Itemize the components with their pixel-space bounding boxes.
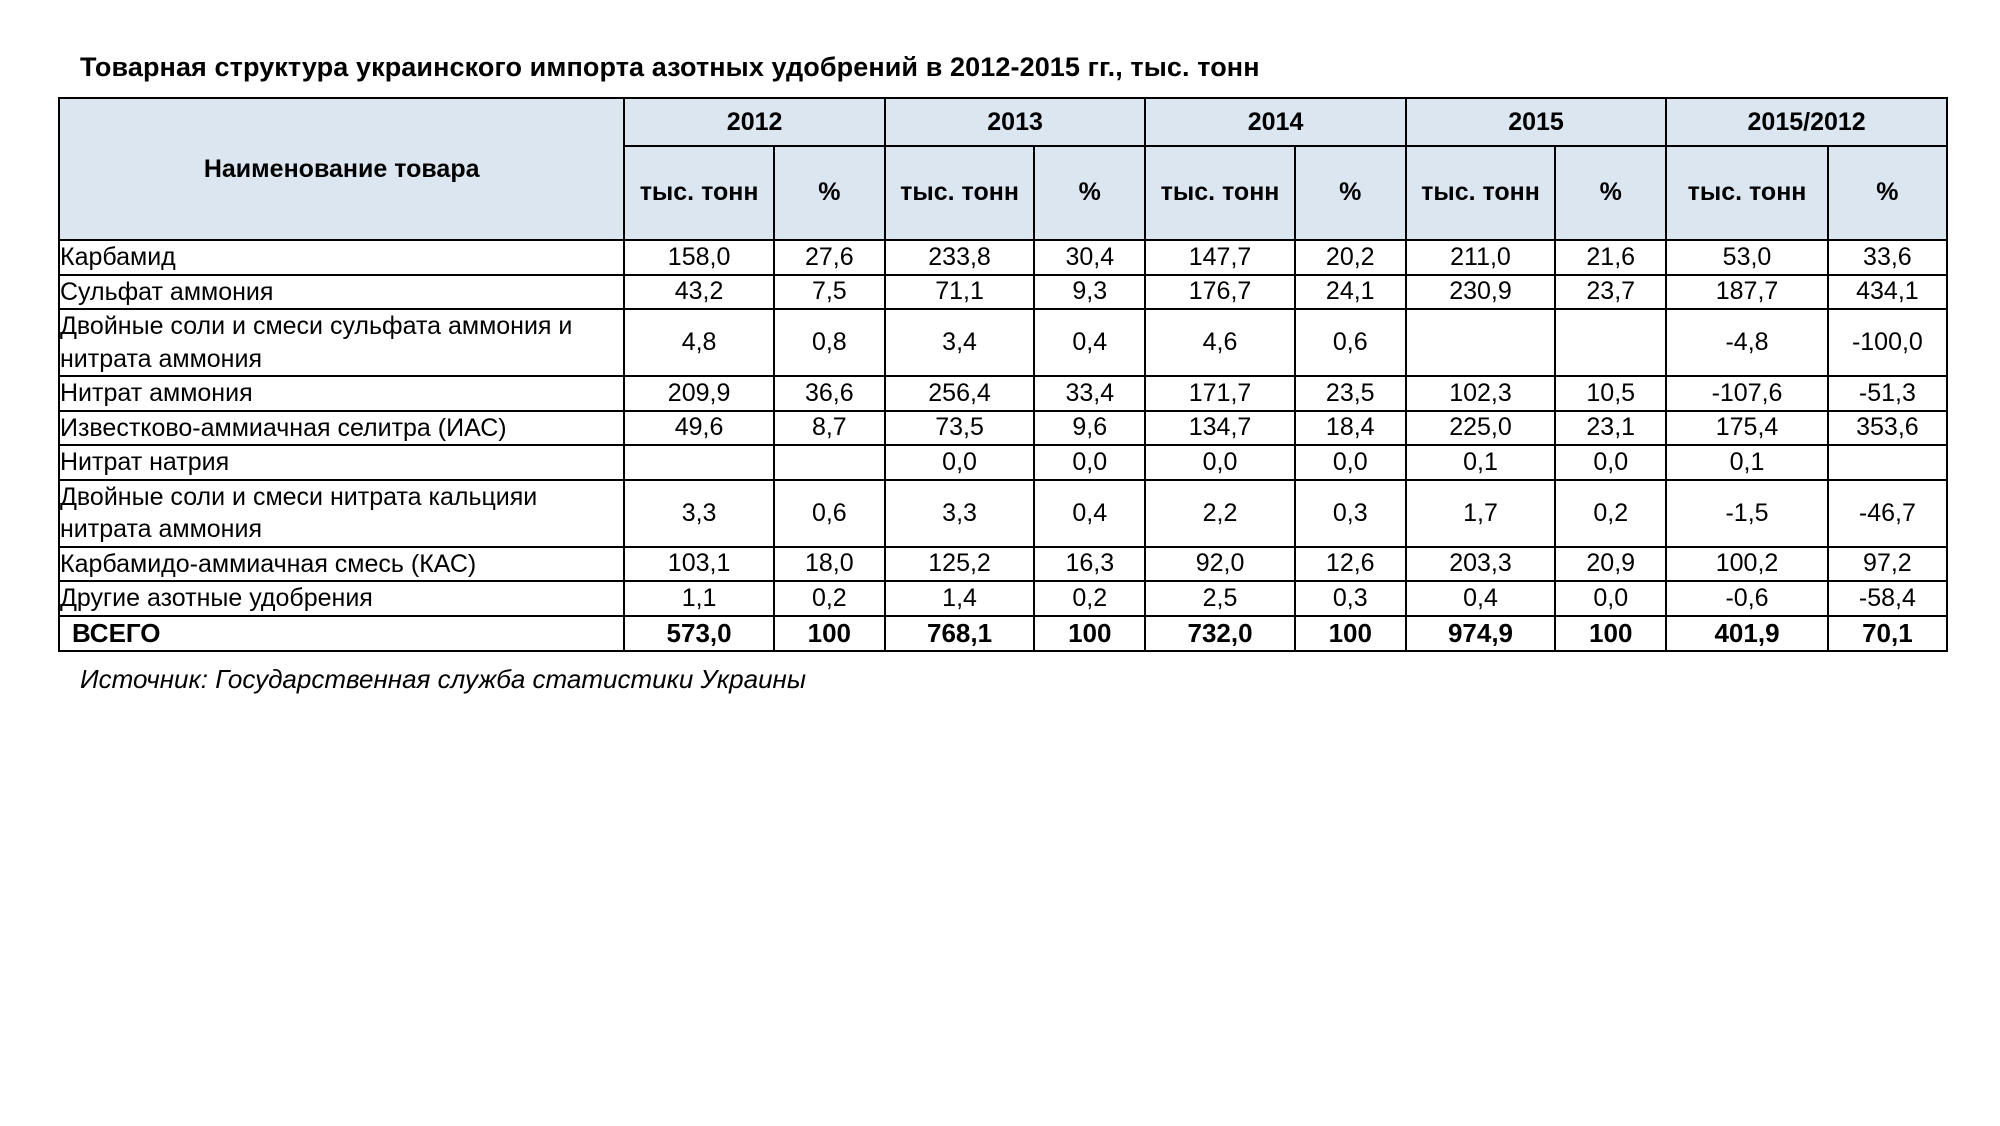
cell-value: 20,2	[1295, 240, 1406, 275]
source-label: Источник	[80, 664, 201, 695]
cell-value: 9,3	[1034, 275, 1145, 310]
cell-value: 92,0	[1145, 547, 1294, 582]
cell-value: 21,6	[1555, 240, 1666, 275]
table-row	[59, 376, 1947, 411]
cell-value: 36,6	[774, 376, 885, 411]
cell-value: 4,6	[1145, 309, 1294, 376]
cell-value: 175,4	[1666, 411, 1828, 446]
cell-value: 0,1	[1666, 445, 1828, 480]
cell-value: 0,4	[1034, 309, 1145, 376]
column-header-product-name: Наименование товара	[59, 98, 624, 240]
row-label: Карбамид	[59, 240, 624, 275]
subheader-2013-percent: %	[1034, 146, 1145, 240]
cell-value: 0,2	[774, 581, 885, 616]
cell-value: -4,8	[1666, 309, 1828, 376]
cell-value: 18,0	[774, 547, 885, 582]
cell-value: 3,4	[885, 309, 1034, 376]
cell-value: 125,2	[885, 547, 1034, 582]
cell-value: 0,4	[1406, 581, 1555, 616]
column-header-year-2015: 2015	[1406, 98, 1666, 146]
cell-value: 0,8	[774, 309, 885, 376]
cell-value: 0,2	[1034, 581, 1145, 616]
page-title: Товарная структура украинского импорта азотных удобрений в 2012-2015 гг., тыс. тонн	[80, 52, 1260, 82]
cell-value: 1,7	[1406, 480, 1555, 547]
cell-value	[1406, 309, 1555, 376]
cell-value: 10,5	[1555, 376, 1666, 411]
subheader-ratio-percent: %	[1828, 146, 1947, 240]
row-label: Двойные соли и смеси нитрата кальцияи нитрата аммония	[59, 480, 624, 547]
cell-value: 3,3	[624, 480, 773, 547]
cell-value: 12,6	[1295, 547, 1406, 582]
cell-value: 8,7	[774, 411, 885, 446]
subheader-2012-thousand-tons: тыс. тонн	[624, 146, 773, 240]
cell-value-total: 100	[1555, 616, 1666, 652]
cell-value: 18,4	[1295, 411, 1406, 446]
table-row	[59, 309, 1947, 376]
cell-value	[1555, 309, 1666, 376]
cell-value: 209,9	[624, 376, 773, 411]
cell-value: 71,1	[885, 275, 1034, 310]
cell-value: 43,2	[624, 275, 773, 310]
cell-value	[624, 445, 773, 480]
cell-value: 1,1	[624, 581, 773, 616]
table-header	[59, 98, 1947, 240]
source-note	[80, 664, 1940, 695]
cell-value-total: 768,1	[885, 616, 1034, 652]
cell-value: 353,6	[1828, 411, 1947, 446]
column-header-year-2012: 2012	[624, 98, 884, 146]
table-row	[59, 547, 1947, 582]
cell-value: -1,5	[1666, 480, 1828, 547]
row-label: Другие азотные удобрения	[59, 581, 624, 616]
cell-value: 1,4	[885, 581, 1034, 616]
row-label-total: ВСЕГО	[59, 616, 624, 652]
cell-value: 0,6	[774, 480, 885, 547]
cell-value: 103,1	[624, 547, 773, 582]
cell-value: 0,2	[1555, 480, 1666, 547]
table-row	[59, 445, 1947, 480]
row-label: Сульфат аммония	[59, 275, 624, 310]
cell-value: -51,3	[1828, 376, 1947, 411]
table-row	[59, 411, 1947, 446]
cell-value: 7,5	[774, 275, 885, 310]
source-value: : Государственная служба статистики Украины	[200, 664, 806, 695]
table-row	[59, 275, 1947, 310]
cell-value: 147,7	[1145, 240, 1294, 275]
subheader-ratio-thousand-tons: тыс. тонн	[1666, 146, 1828, 240]
cell-value-total: 573,0	[624, 616, 773, 652]
cell-value: 187,7	[1666, 275, 1828, 310]
cell-value: 33,6	[1828, 240, 1947, 275]
cell-value-total: 100	[774, 616, 885, 652]
table-row-total	[59, 616, 1947, 652]
cell-value: 0,3	[1295, 480, 1406, 547]
cell-value: 23,5	[1295, 376, 1406, 411]
cell-value: 24,1	[1295, 275, 1406, 310]
subheader-2014-percent: %	[1295, 146, 1406, 240]
column-header-year-2014: 2014	[1145, 98, 1405, 146]
table-row	[59, 240, 1947, 275]
cell-value: 2,2	[1145, 480, 1294, 547]
row-label: Нитрат натрия	[59, 445, 624, 480]
cell-value: 16,3	[1034, 547, 1145, 582]
cell-value: 0,0	[1145, 445, 1294, 480]
cell-value: -58,4	[1828, 581, 1947, 616]
cell-value: 9,6	[1034, 411, 1145, 446]
import-structure-table	[58, 97, 1948, 652]
subheader-2012-percent: %	[774, 146, 885, 240]
cell-value-total: 100	[1034, 616, 1145, 652]
table-header-row-years	[59, 98, 1947, 146]
cell-value: 134,7	[1145, 411, 1294, 446]
cell-value: 256,4	[885, 376, 1034, 411]
cell-value: 3,3	[885, 480, 1034, 547]
cell-value: 27,6	[774, 240, 885, 275]
cell-value: 171,7	[1145, 376, 1294, 411]
subheader-2013-thousand-tons: тыс. тонн	[885, 146, 1034, 240]
cell-value: 23,7	[1555, 275, 1666, 310]
subheader-2014-thousand-tons: тыс. тонн	[1145, 146, 1294, 240]
cell-value: 0,1	[1406, 445, 1555, 480]
cell-value: 0,6	[1295, 309, 1406, 376]
cell-value: 97,2	[1828, 547, 1947, 582]
cell-value: 0,0	[1295, 445, 1406, 480]
cell-value-total: 732,0	[1145, 616, 1294, 652]
cell-value-total: 974,9	[1406, 616, 1555, 652]
cell-value: 176,7	[1145, 275, 1294, 310]
cell-value	[774, 445, 885, 480]
cell-value: 434,1	[1828, 275, 1947, 310]
cell-value: 211,0	[1406, 240, 1555, 275]
cell-value-total: 70,1	[1828, 616, 1947, 652]
cell-value: 20,9	[1555, 547, 1666, 582]
cell-value: 33,4	[1034, 376, 1145, 411]
cell-value: 4,8	[624, 309, 773, 376]
cell-value: -100,0	[1828, 309, 1947, 376]
cell-value: 49,6	[624, 411, 773, 446]
cell-value: 2,5	[1145, 581, 1294, 616]
cell-value: 100,2	[1666, 547, 1828, 582]
row-label: Нитрат аммония	[59, 376, 624, 411]
cell-value: 53,0	[1666, 240, 1828, 275]
cell-value: -107,6	[1666, 376, 1828, 411]
subheader-2015-percent: %	[1555, 146, 1666, 240]
row-label: Карбамидо-аммиачная смесь (КАС)	[59, 547, 624, 582]
row-label: Двойные соли и смеси сульфата аммония и нитрата аммония	[59, 309, 624, 376]
cell-value: 73,5	[885, 411, 1034, 446]
row-label: Известково-аммиачная селитра (ИАС)	[59, 411, 624, 446]
cell-value-total: 401,9	[1666, 616, 1828, 652]
cell-value: 225,0	[1406, 411, 1555, 446]
table-body	[59, 240, 1947, 651]
column-header-year-2013: 2013	[885, 98, 1145, 146]
cell-value: -0,6	[1666, 581, 1828, 616]
cell-value: 233,8	[885, 240, 1034, 275]
cell-value: 0,0	[1555, 581, 1666, 616]
cell-value: 0,0	[1034, 445, 1145, 480]
cell-value: -46,7	[1828, 480, 1947, 547]
cell-value	[1828, 445, 1947, 480]
cell-value: 230,9	[1406, 275, 1555, 310]
cell-value: 0,0	[1555, 445, 1666, 480]
cell-value: 203,3	[1406, 547, 1555, 582]
subheader-2015-thousand-tons: тыс. тонн	[1406, 146, 1555, 240]
table-row	[59, 480, 1947, 547]
cell-value: 158,0	[624, 240, 773, 275]
cell-value: 30,4	[1034, 240, 1145, 275]
cell-value: 0,0	[885, 445, 1034, 480]
cell-value: 23,1	[1555, 411, 1666, 446]
cell-value-total: 100	[1295, 616, 1406, 652]
cell-value: 102,3	[1406, 376, 1555, 411]
table-row	[59, 581, 1947, 616]
cell-value: 0,3	[1295, 581, 1406, 616]
cell-value: 0,4	[1034, 480, 1145, 547]
column-header-ratio-2015-2012: 2015/2012	[1666, 98, 1947, 146]
